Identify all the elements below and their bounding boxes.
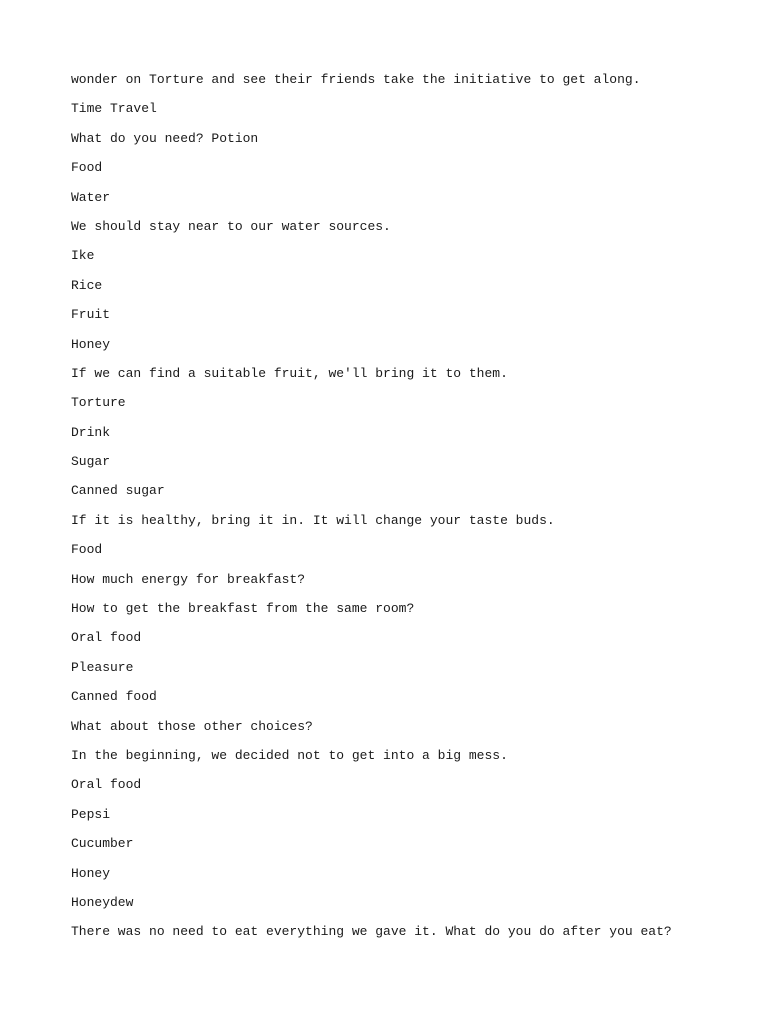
text-line: Drink [71,424,111,440]
text-line: Oral food [71,777,142,793]
text-line: Canned sugar [71,483,165,499]
text-line: What about those other choices? [71,718,313,734]
text-line: If it is healthy, bring it in. It will change your taste buds. [71,512,555,528]
text-line: How to get the breakfast from the same room? [71,601,415,617]
text-line: Fruit [71,307,111,323]
text-line: We should stay near to our water sources. [71,218,391,234]
text-line: Pepsi [71,806,111,822]
text-line: wonder on Torture and see their friends take the initiative to get along. [71,72,641,87]
text-line: Cucumber [71,836,134,852]
text-line: Rice [71,277,103,293]
text-line: Food [71,542,103,558]
text-line: Oral food [71,630,142,646]
text-lines [71,70,728,952]
text-line: Honey [71,865,111,881]
text-line: If we can find a suitable fruit, we'll bring it to them. [71,365,508,381]
text-line: Torture [71,395,126,411]
text-line: What do you need? Potion [71,130,259,146]
text-line: Sugar [71,454,111,470]
text-line: Water [71,189,111,205]
text-line: Food [71,160,103,176]
text-line: Time Travel [71,101,157,117]
text-line: Pleasure [71,659,134,675]
text-line: How much energy for breakfast? [71,571,306,587]
text-line: Honey [71,336,111,352]
text-line: Honeydew [71,894,134,910]
text-line: There was no need to eat everything we gave it. What do you do after you eat? [71,924,672,940]
text-line: Canned food [71,689,157,705]
text-line: In the beginning, we decided not to get into a big mess. [71,747,508,763]
text-line: Ike [71,248,95,264]
